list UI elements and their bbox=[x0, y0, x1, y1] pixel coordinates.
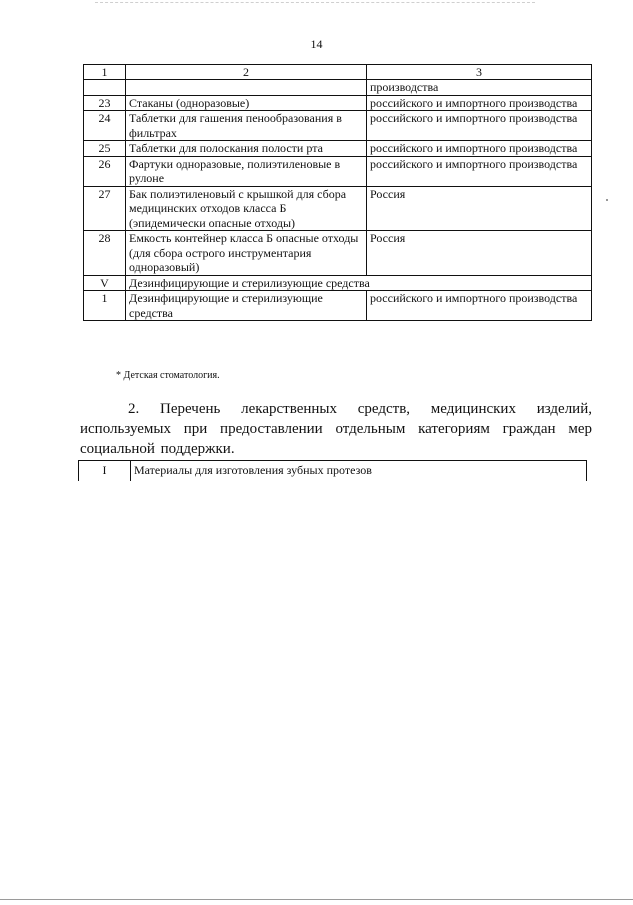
row-number: 26 bbox=[84, 156, 126, 186]
row-number bbox=[84, 80, 126, 96]
row-number: 28 bbox=[84, 231, 126, 276]
row-number: 1 bbox=[84, 291, 126, 321]
page-number: 14 bbox=[310, 37, 323, 51]
section-number: V bbox=[84, 275, 126, 291]
table-row bbox=[84, 291, 592, 321]
top-edge-artifact bbox=[95, 2, 535, 3]
row-number: 25 bbox=[84, 141, 126, 157]
row-number: 24 bbox=[84, 111, 126, 141]
item-name: Таблетки для полоскания полости рта bbox=[126, 141, 367, 157]
column-header: 1 bbox=[84, 65, 126, 80]
scan-speck bbox=[606, 199, 608, 201]
table-row bbox=[84, 156, 592, 186]
section-label: Материалы для изготовления зубных протезов bbox=[131, 461, 587, 482]
section-row bbox=[84, 275, 592, 291]
item-name: Дезинфицирующие и стерилизующие средства bbox=[126, 291, 367, 321]
table-row bbox=[84, 186, 592, 231]
table-header-row bbox=[84, 65, 592, 80]
item-origin: Россия bbox=[367, 186, 592, 231]
item-name: Бак полиэтиленовый с крышкой для сбора медицинских отходов класса Б (эпидемически опасные отходы) bbox=[126, 186, 367, 231]
table-row bbox=[84, 95, 592, 111]
table-row bbox=[84, 80, 592, 96]
item-origin: российского и импортного производства bbox=[367, 95, 592, 111]
supplies-table bbox=[83, 64, 592, 321]
item-name: Емкость контейнер класса Б опасные отходы (для сбора острого инструментария одноразовый) bbox=[126, 231, 367, 276]
footnote: * Детская стоматология. bbox=[116, 370, 220, 381]
row-number: 27 bbox=[84, 186, 126, 231]
item-origin: Россия bbox=[367, 231, 592, 276]
item-origin: российского и импортного производства bbox=[367, 111, 592, 141]
section-number: I bbox=[79, 461, 131, 482]
column-header: 2 bbox=[126, 65, 367, 80]
bottom-edge-line bbox=[0, 899, 633, 900]
section-heading-text: 2. Перечень лекарственных средств, медицинских изделий, используемых при предоставлении отдельным категориям граждан мер социальной поддержки. bbox=[80, 401, 592, 457]
section-row bbox=[79, 461, 587, 482]
item-name: Таблетки для гашения пенообразования в фильтрах bbox=[126, 111, 367, 141]
item-name: Фартуки одноразовые, полиэтиленовые в рулоне bbox=[126, 156, 367, 186]
table-row bbox=[84, 141, 592, 157]
table-row bbox=[84, 231, 592, 276]
column-header: 3 bbox=[367, 65, 592, 80]
item-origin: производства bbox=[367, 80, 592, 96]
row-number: 23 bbox=[84, 95, 126, 111]
item-name bbox=[126, 80, 367, 96]
materials-table bbox=[78, 460, 587, 481]
table-row bbox=[84, 111, 592, 141]
item-name: Стаканы (одноразовые) bbox=[126, 95, 367, 111]
section-label: Дезинфицирующие и стерилизующие средства bbox=[126, 275, 592, 291]
item-origin: российского и импортного производства bbox=[367, 141, 592, 157]
item-origin: российского и импортного производства bbox=[367, 291, 592, 321]
item-origin: российского и импортного производства bbox=[367, 156, 592, 186]
section-heading bbox=[80, 399, 592, 459]
